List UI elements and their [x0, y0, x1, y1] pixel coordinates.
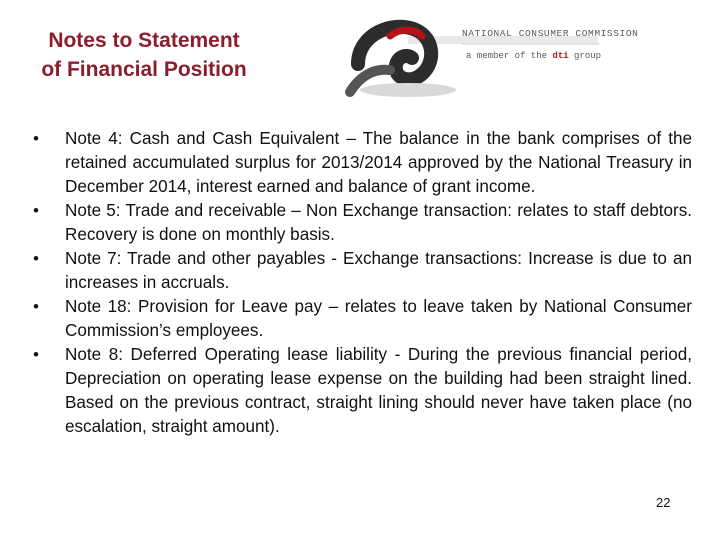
note-text: Note 8: Deferred Operating lease liability - During the previous financial period, Depreciation on operating lease expense on the building had been straight lined. Based on the previous contract, straight lining should never have taken place (no escalation, straight amount).	[65, 345, 692, 436]
logo-member-prefix: a member of the	[466, 51, 548, 61]
note-text: Note 5: Trade and receivable – Non Exchange transaction: relates to staff debtors. Recovery is done on monthly basis.	[65, 201, 692, 244]
title-line-2: of Financial Position	[41, 58, 247, 81]
title-line-1: Notes to Statement	[48, 29, 240, 52]
logo-organization-name: NATIONAL CONSUMER COMMISSION	[462, 28, 639, 39]
bullet-icon: •	[33, 129, 39, 148]
organization-logo	[338, 6, 639, 102]
logo-member-accent: dti	[552, 51, 569, 61]
note-item	[28, 343, 692, 439]
note-text: Note 4: Cash and Cash Equivalent – The balance in the bank comprises of the retained accumulated surplus for 2013/2014 approved by the National Treasury in December 2014, interest earned and balance of grant income.	[65, 129, 692, 196]
note-item	[28, 199, 692, 247]
page-number: 22	[656, 495, 671, 510]
note-text: Note 7: Trade and other payables - Exchange transactions: Increase is due to an increases in accruals.	[65, 249, 692, 292]
note-text: Note 18: Provision for Leave pay – relates to leave taken by National Consumer Commission’s employees.	[65, 297, 692, 340]
page-title	[24, 26, 264, 84]
bullet-icon: •	[33, 201, 39, 220]
notes-list	[28, 127, 692, 439]
bullet-icon: •	[33, 345, 39, 364]
bullet-icon: •	[33, 249, 39, 268]
logo-member-suffix: group	[574, 51, 602, 61]
note-item	[28, 127, 692, 199]
bullet-icon: •	[33, 297, 39, 316]
note-item	[28, 295, 692, 343]
note-item	[28, 247, 692, 295]
logo-member-line	[466, 51, 601, 61]
